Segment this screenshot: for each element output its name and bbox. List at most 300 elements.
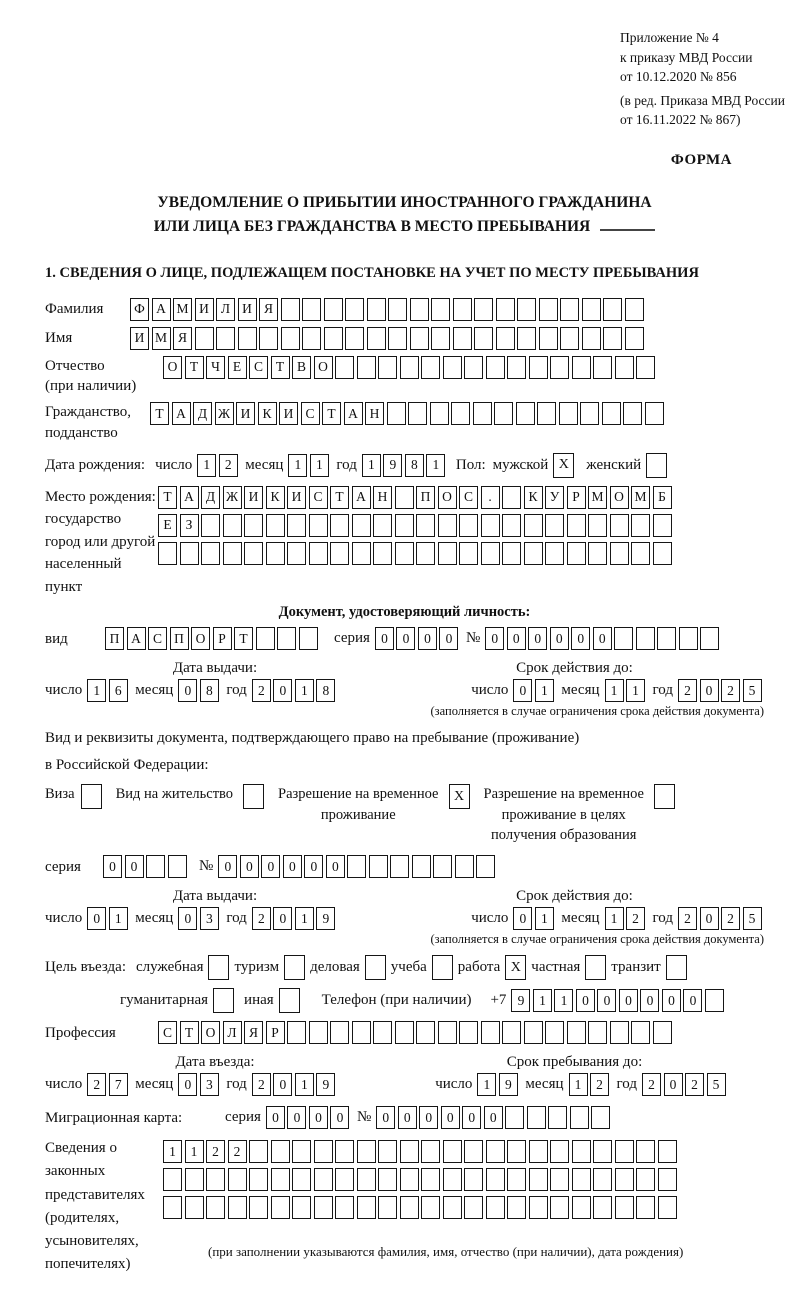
char-cell[interactable]: 0 [528,627,547,650]
char-cell[interactable] [705,989,724,1012]
char-cell[interactable] [588,514,607,537]
char-cell[interactable]: 0 [576,989,595,1012]
char-cell[interactable] [496,327,515,350]
char-cell[interactable] [603,327,622,350]
char-cell[interactable] [314,1140,333,1163]
char-cell[interactable]: 0 [597,989,616,1012]
char-cell[interactable] [636,356,655,379]
char-cell[interactable]: 8 [200,679,219,702]
char-cell[interactable]: 0 [273,907,292,930]
char-cell[interactable]: 1 [605,907,624,930]
char-cell[interactable]: 1 [554,989,573,1012]
char-cell[interactable] [378,356,397,379]
char-cell[interactable] [292,1168,311,1191]
char-cell[interactable] [421,1168,440,1191]
char-cell[interactable]: 0 [330,1106,349,1129]
char-cell[interactable] [395,486,414,509]
purpose-opt4-checkbox[interactable] [432,955,453,980]
char-cell[interactable] [395,1021,414,1044]
char-cell[interactable]: 0 [396,627,415,650]
char-cell[interactable]: Н [373,486,392,509]
char-cell[interactable]: 5 [743,907,762,930]
char-cell[interactable]: 9 [511,989,530,1012]
char-cell[interactable] [610,514,629,537]
char-cell[interactable] [559,402,578,425]
char-cell[interactable]: А [344,402,363,425]
char-cell[interactable]: 0 [326,855,345,878]
char-cell[interactable] [378,1196,397,1219]
char-cell[interactable] [623,402,642,425]
char-cell[interactable]: 0 [178,679,197,702]
char-cell[interactable]: Ч [206,356,225,379]
char-cell[interactable]: 8 [405,454,424,477]
char-cell[interactable]: О [314,356,333,379]
char-cell[interactable] [636,627,655,650]
char-cell[interactable] [400,1140,419,1163]
char-cell[interactable]: Т [185,356,204,379]
char-cell[interactable]: П [416,486,435,509]
char-cell[interactable] [524,514,543,537]
char-cell[interactable] [550,1140,569,1163]
char-cell[interactable]: И [287,486,306,509]
char-cell[interactable] [416,514,435,537]
char-cell[interactable] [505,1106,524,1129]
char-cell[interactable] [593,1140,612,1163]
char-cell[interactable]: С [249,356,268,379]
char-cell[interactable] [410,327,429,350]
char-cell[interactable] [545,1021,564,1044]
char-cell[interactable] [395,542,414,565]
char-cell[interactable]: С [158,1021,177,1044]
char-cell[interactable] [615,1196,634,1219]
char-cell[interactable] [517,298,536,321]
char-cell[interactable] [459,514,478,537]
char-cell[interactable]: 0 [261,855,280,878]
char-cell[interactable] [593,356,612,379]
char-cell[interactable] [412,855,431,878]
char-cell[interactable] [486,1168,505,1191]
char-cell[interactable] [636,1168,655,1191]
char-cell[interactable] [163,1196,182,1219]
char-cell[interactable]: Т [322,402,341,425]
char-cell[interactable]: Н [365,402,384,425]
char-cell[interactable] [185,1196,204,1219]
char-cell[interactable]: Ж [215,402,234,425]
char-cell[interactable]: 0 [593,627,612,650]
char-cell[interactable] [421,1196,440,1219]
char-cell[interactable] [388,327,407,350]
char-cell[interactable] [567,514,586,537]
char-cell[interactable] [507,356,526,379]
char-cell[interactable] [335,1196,354,1219]
char-cell[interactable] [244,542,263,565]
char-cell[interactable]: 9 [499,1073,518,1096]
char-cell[interactable]: А [152,298,171,321]
purpose-opt7-checkbox[interactable] [666,955,687,980]
char-cell[interactable] [357,356,376,379]
char-cell[interactable] [373,514,392,537]
char-cell[interactable] [582,298,601,321]
char-cell[interactable] [582,327,601,350]
char-cell[interactable] [287,542,306,565]
purpose-opt9-checkbox[interactable] [279,988,300,1013]
char-cell[interactable] [507,1168,526,1191]
char-cell[interactable] [588,542,607,565]
char-cell[interactable] [324,327,343,350]
char-cell[interactable] [653,514,672,537]
char-cell[interactable] [481,514,500,537]
char-cell[interactable] [529,1140,548,1163]
char-cell[interactable] [459,542,478,565]
char-cell[interactable] [367,298,386,321]
char-cell[interactable] [408,402,427,425]
char-cell[interactable] [309,1021,328,1044]
char-cell[interactable] [216,327,235,350]
char-cell[interactable] [507,1196,526,1219]
purpose-opt5-checkbox[interactable]: X [505,955,526,980]
temp-residence-checkbox[interactable]: X [449,784,470,809]
char-cell[interactable] [180,542,199,565]
purpose-opt6-checkbox[interactable] [585,955,606,980]
char-cell[interactable] [201,514,220,537]
char-cell[interactable]: А [180,486,199,509]
char-cell[interactable] [388,298,407,321]
char-cell[interactable]: С [459,486,478,509]
char-cell[interactable]: 9 [316,907,335,930]
char-cell[interactable]: 0 [441,1106,460,1129]
char-cell[interactable]: 1 [163,1140,182,1163]
char-cell[interactable]: 0 [266,1106,285,1129]
char-cell[interactable] [481,1021,500,1044]
char-cell[interactable] [548,1106,567,1129]
char-cell[interactable] [345,327,364,350]
char-cell[interactable] [238,327,257,350]
char-cell[interactable]: 0 [103,855,122,878]
char-cell[interactable] [658,1140,677,1163]
char-cell[interactable] [309,542,328,565]
char-cell[interactable] [287,514,306,537]
char-cell[interactable] [567,542,586,565]
char-cell[interactable]: 9 [383,454,402,477]
char-cell[interactable] [636,1196,655,1219]
char-cell[interactable]: 8 [316,679,335,702]
char-cell[interactable] [464,1196,483,1219]
char-cell[interactable] [400,356,419,379]
char-cell[interactable] [572,1168,591,1191]
char-cell[interactable] [163,1168,182,1191]
char-cell[interactable]: Т [330,486,349,509]
char-cell[interactable]: О [610,486,629,509]
char-cell[interactable] [679,627,698,650]
char-cell[interactable] [433,855,452,878]
char-cell[interactable] [560,298,579,321]
char-cell[interactable]: 0 [550,627,569,650]
char-cell[interactable]: Т [180,1021,199,1044]
char-cell[interactable] [572,1196,591,1219]
char-cell[interactable]: С [309,486,328,509]
char-cell[interactable] [352,1021,371,1044]
char-cell[interactable] [266,542,285,565]
char-cell[interactable]: К [524,486,543,509]
char-cell[interactable] [185,1168,204,1191]
char-cell[interactable] [259,327,278,350]
char-cell[interactable] [486,1196,505,1219]
char-cell[interactable] [314,1168,333,1191]
char-cell[interactable]: И [238,298,257,321]
char-cell[interactable] [292,1196,311,1219]
char-cell[interactable] [228,1196,247,1219]
char-cell[interactable]: Д [193,402,212,425]
char-cell[interactable]: 0 [571,627,590,650]
char-cell[interactable] [631,514,650,537]
char-cell[interactable]: 5 [707,1073,726,1096]
char-cell[interactable] [591,1106,610,1129]
char-cell[interactable]: 0 [439,627,458,650]
char-cell[interactable]: 1 [295,907,314,930]
char-cell[interactable] [537,402,556,425]
char-cell[interactable]: 3 [200,907,219,930]
char-cell[interactable] [400,1196,419,1219]
char-cell[interactable]: А [127,627,146,650]
char-cell[interactable] [369,855,388,878]
char-cell[interactable]: Е [158,514,177,537]
char-cell[interactable] [367,327,386,350]
char-cell[interactable]: И [236,402,255,425]
char-cell[interactable] [516,402,535,425]
char-cell[interactable] [314,1196,333,1219]
char-cell[interactable]: К [258,402,277,425]
char-cell[interactable]: 0 [484,1106,503,1129]
char-cell[interactable]: 7 [109,1073,128,1096]
char-cell[interactable]: П [105,627,124,650]
char-cell[interactable]: Л [223,1021,242,1044]
char-cell[interactable] [455,855,474,878]
char-cell[interactable] [421,1140,440,1163]
char-cell[interactable]: Я [259,298,278,321]
char-cell[interactable]: 0 [178,1073,197,1096]
char-cell[interactable] [431,327,450,350]
char-cell[interactable]: 1 [362,454,381,477]
char-cell[interactable]: 2 [678,679,697,702]
char-cell[interactable]: Л [216,298,235,321]
char-cell[interactable] [545,514,564,537]
char-cell[interactable]: Ф [130,298,149,321]
edu-residence-checkbox[interactable] [654,784,675,809]
char-cell[interactable] [603,298,622,321]
char-cell[interactable] [653,1021,672,1044]
char-cell[interactable] [330,1021,349,1044]
char-cell[interactable]: Т [271,356,290,379]
char-cell[interactable] [550,356,569,379]
char-cell[interactable] [302,298,321,321]
char-cell[interactable] [373,542,392,565]
char-cell[interactable] [451,402,470,425]
char-cell[interactable]: 2 [590,1073,609,1096]
char-cell[interactable]: Т [150,402,169,425]
char-cell[interactable] [249,1168,268,1191]
char-cell[interactable] [486,1140,505,1163]
char-cell[interactable] [614,627,633,650]
char-cell[interactable]: 0 [178,907,197,930]
char-cell[interactable] [615,1168,634,1191]
char-cell[interactable]: 0 [700,907,719,930]
char-cell[interactable]: Д [201,486,220,509]
char-cell[interactable]: 6 [109,679,128,702]
char-cell[interactable] [476,855,495,878]
char-cell[interactable] [459,1021,478,1044]
char-cell[interactable]: И [195,298,214,321]
char-cell[interactable]: 2 [228,1140,247,1163]
char-cell[interactable]: М [588,486,607,509]
char-cell[interactable]: П [170,627,189,650]
char-cell[interactable] [545,542,564,565]
char-cell[interactable]: 0 [662,989,681,1012]
char-cell[interactable] [570,1106,589,1129]
char-cell[interactable] [636,1140,655,1163]
char-cell[interactable] [443,356,462,379]
char-cell[interactable] [615,1140,634,1163]
char-cell[interactable] [387,402,406,425]
char-cell[interactable]: 0 [240,855,259,878]
char-cell[interactable]: О [438,486,457,509]
char-cell[interactable] [438,542,457,565]
char-cell[interactable]: 2 [721,679,740,702]
char-cell[interactable] [400,1168,419,1191]
char-cell[interactable] [610,1021,629,1044]
char-cell[interactable]: Я [244,1021,263,1044]
char-cell[interactable]: 0 [419,1106,438,1129]
char-cell[interactable]: 2 [721,907,740,930]
char-cell[interactable] [431,298,450,321]
char-cell[interactable]: 1 [533,989,552,1012]
char-cell[interactable] [345,298,364,321]
char-cell[interactable] [223,514,242,537]
char-cell[interactable]: 2 [678,907,697,930]
char-cell[interactable] [517,327,536,350]
char-cell[interactable] [453,327,472,350]
char-cell[interactable] [330,542,349,565]
char-cell[interactable]: 1 [426,454,445,477]
char-cell[interactable] [410,298,429,321]
char-cell[interactable] [271,1140,290,1163]
char-cell[interactable] [602,402,621,425]
char-cell[interactable]: 1 [197,454,216,477]
sex-male-checkbox[interactable]: X [553,453,574,478]
char-cell[interactable] [281,298,300,321]
char-cell[interactable]: Е [228,356,247,379]
char-cell[interactable] [271,1196,290,1219]
char-cell[interactable]: 0 [507,627,526,650]
char-cell[interactable]: 0 [700,679,719,702]
char-cell[interactable]: Р [567,486,586,509]
char-cell[interactable]: 0 [418,627,437,650]
char-cell[interactable]: Ж [223,486,242,509]
char-cell[interactable] [287,1021,306,1044]
char-cell[interactable] [474,327,493,350]
char-cell[interactable] [244,514,263,537]
residence-permit-checkbox[interactable] [243,784,264,809]
char-cell[interactable]: 1 [185,1140,204,1163]
char-cell[interactable] [494,402,513,425]
char-cell[interactable]: 1 [288,454,307,477]
char-cell[interactable]: К [266,486,285,509]
blank-underline[interactable] [600,217,655,231]
char-cell[interactable]: О [191,627,210,650]
char-cell[interactable] [527,1106,546,1129]
char-cell[interactable] [335,356,354,379]
char-cell[interactable] [502,486,521,509]
char-cell[interactable]: 9 [316,1073,335,1096]
char-cell[interactable]: 0 [664,1073,683,1096]
char-cell[interactable]: Т [234,627,253,650]
char-cell[interactable] [631,542,650,565]
char-cell[interactable] [438,1021,457,1044]
char-cell[interactable] [357,1168,376,1191]
char-cell[interactable]: М [173,298,192,321]
visa-checkbox[interactable] [81,784,102,809]
char-cell[interactable]: О [201,1021,220,1044]
char-cell[interactable]: 0 [376,1106,395,1129]
char-cell[interactable]: О [163,356,182,379]
char-cell[interactable] [309,514,328,537]
char-cell[interactable] [593,1196,612,1219]
char-cell[interactable]: С [301,402,320,425]
char-cell[interactable]: 2 [252,679,271,702]
char-cell[interactable] [271,1168,290,1191]
char-cell[interactable] [502,514,521,537]
char-cell[interactable] [281,327,300,350]
char-cell[interactable] [507,1140,526,1163]
char-cell[interactable] [302,327,321,350]
char-cell[interactable] [324,298,343,321]
char-cell[interactable] [330,514,349,537]
char-cell[interactable]: 0 [513,907,532,930]
char-cell[interactable]: 0 [513,679,532,702]
char-cell[interactable] [560,327,579,350]
char-cell[interactable] [631,1021,650,1044]
char-cell[interactable]: Я [173,327,192,350]
char-cell[interactable] [580,402,599,425]
char-cell[interactable] [443,1168,462,1191]
char-cell[interactable]: А [172,402,191,425]
char-cell[interactable]: 0 [619,989,638,1012]
char-cell[interactable] [223,542,242,565]
char-cell[interactable] [378,1168,397,1191]
char-cell[interactable] [486,356,505,379]
char-cell[interactable] [352,514,371,537]
char-cell[interactable] [529,356,548,379]
char-cell[interactable] [572,356,591,379]
char-cell[interactable] [421,356,440,379]
char-cell[interactable] [168,855,187,878]
char-cell[interactable] [474,298,493,321]
char-cell[interactable]: 0 [287,1106,306,1129]
char-cell[interactable] [464,356,483,379]
char-cell[interactable] [256,627,275,650]
char-cell[interactable]: В [292,356,311,379]
char-cell[interactable] [195,327,214,350]
char-cell[interactable]: 1 [626,679,645,702]
char-cell[interactable]: 0 [218,855,237,878]
char-cell[interactable]: 1 [87,679,106,702]
char-cell[interactable]: Б [653,486,672,509]
char-cell[interactable] [453,298,472,321]
char-cell[interactable]: И [279,402,298,425]
char-cell[interactable]: 1 [109,907,128,930]
char-cell[interactable] [502,1021,521,1044]
char-cell[interactable]: Р [266,1021,285,1044]
purpose-opt1-checkbox[interactable] [208,955,229,980]
